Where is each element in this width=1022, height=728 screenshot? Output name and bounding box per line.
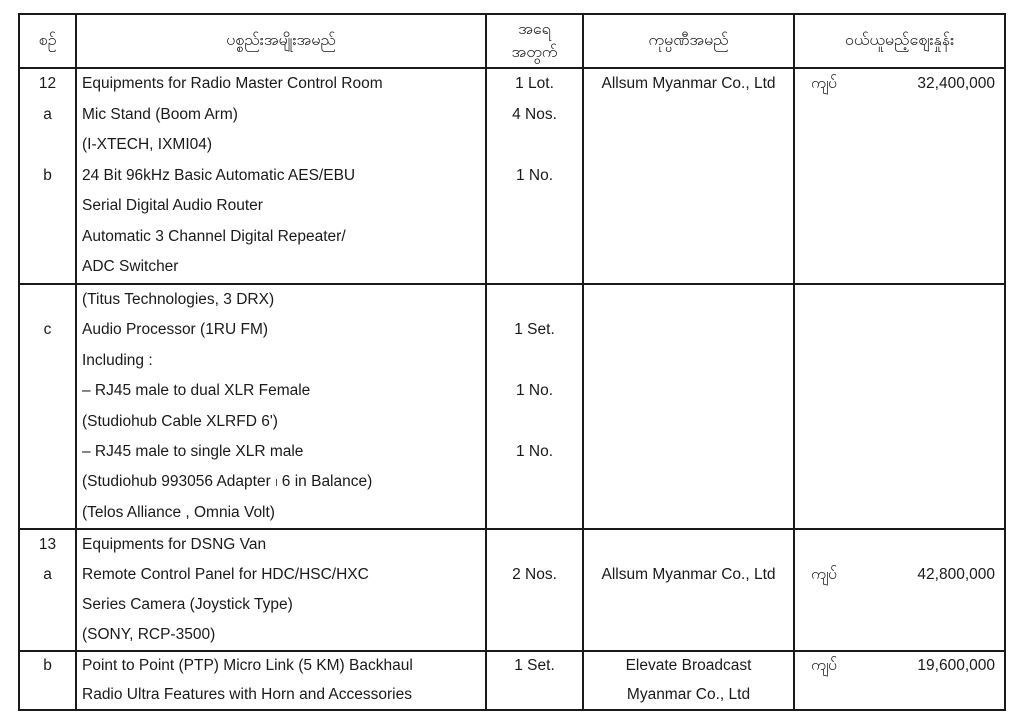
company-name-line xyxy=(584,100,793,131)
row-index-label: a xyxy=(43,566,52,583)
item-text-line: 24 Bit 96kHz Basic Automatic AES/EBU xyxy=(82,166,356,184)
quantity-label xyxy=(487,407,582,437)
company-cell xyxy=(584,285,795,528)
item-text-line: (Studiohub Cable XLRFD 6') xyxy=(82,412,278,430)
row-index-label: b xyxy=(43,166,52,184)
company-name-line xyxy=(584,467,793,497)
no-cell xyxy=(20,530,77,650)
qty-cell xyxy=(487,652,584,709)
price-amount: 32,400,000 xyxy=(917,75,995,93)
header-price-label: ဝယ်ယူမည့်ဈေးနှုန်း xyxy=(844,32,955,49)
price-amount: 19,600,000 xyxy=(917,657,995,675)
item-text-line: Serial Digital Audio Router xyxy=(82,197,263,215)
procurement-table xyxy=(18,13,1006,711)
item-text-line: (Titus Technologies, 3 DRX) xyxy=(82,291,275,308)
item-text-line: Remote Control Panel for HDC/HSC/HXC xyxy=(82,566,369,583)
item-text-line: (SONY, RCP-3500) xyxy=(82,626,216,643)
quantity-label: 1 Set. xyxy=(514,657,555,674)
item-text-line: (Telos Alliance , Omnia Volt) xyxy=(82,503,275,521)
company-name-line: Allsum Myanmar Co., Ltd xyxy=(601,566,776,583)
company-name-line xyxy=(584,222,793,253)
item-text-line: – RJ45 male to single XLR male xyxy=(82,442,304,460)
header-no-label: စဉ် xyxy=(38,32,57,49)
row-index-label: b xyxy=(43,657,52,674)
currency-label: ကျပ် xyxy=(811,565,837,583)
no-cell xyxy=(20,652,77,709)
company-name-line xyxy=(584,590,793,620)
table-row xyxy=(20,285,1004,530)
row-index-label xyxy=(20,222,75,253)
item-cell xyxy=(77,652,487,709)
header-company-label: ကုမ္ပဏီအမည် xyxy=(648,32,729,49)
header-price-cell xyxy=(795,15,1004,67)
row-index-label: 12 xyxy=(38,75,57,92)
qty-cell xyxy=(487,69,584,283)
price-cell xyxy=(795,652,1004,709)
quantity-label xyxy=(487,252,582,283)
header-qty-label-line1: အရေ xyxy=(518,21,551,38)
company-name-line xyxy=(584,620,793,650)
item-text-line: ADC Switcher xyxy=(82,258,179,276)
table-header-row xyxy=(20,15,1004,69)
qty-cell xyxy=(487,530,584,650)
row-index-label xyxy=(20,285,75,315)
company-name-line xyxy=(584,407,793,437)
row-index-label xyxy=(20,620,75,650)
currency-label: ကျပ် xyxy=(811,656,837,674)
table-body xyxy=(20,69,1004,709)
item-cell xyxy=(77,285,487,528)
quantity-label xyxy=(487,346,582,376)
quantity-label: 1 No. xyxy=(515,382,554,400)
company-name-line xyxy=(584,376,793,406)
qty-cell xyxy=(487,285,584,528)
quantity-label xyxy=(487,222,582,253)
company-name-line xyxy=(584,252,793,283)
row-index-label: 13 xyxy=(38,536,57,553)
company-cell xyxy=(584,652,795,709)
quantity-label: 1 No. xyxy=(515,166,554,184)
item-text-line: Radio Ultra Features with Horn and Accessories xyxy=(82,685,412,703)
item-text-line: – RJ45 male to dual XLR Female xyxy=(82,382,311,400)
item-text-line: Including : xyxy=(82,351,153,369)
no-cell xyxy=(20,69,77,283)
quantity-label xyxy=(487,620,582,650)
company-name-line xyxy=(584,498,793,528)
quantity-label: 1 Lot. xyxy=(515,75,554,92)
quantity-label xyxy=(487,130,582,161)
quantity-label xyxy=(487,681,582,710)
row-index-label xyxy=(20,407,75,437)
row-index-label xyxy=(20,467,75,497)
row-index-label xyxy=(20,498,75,528)
row-index-label xyxy=(20,346,75,376)
price-line xyxy=(795,652,1004,681)
header-no-cell xyxy=(20,15,77,67)
company-name-line: Allsum Myanmar Co., Ltd xyxy=(601,75,776,92)
company-name-line xyxy=(584,161,793,192)
item-cell xyxy=(77,530,487,650)
currency-label: ကျပ် xyxy=(811,74,837,92)
row-index-label xyxy=(20,252,75,283)
price-cell xyxy=(795,69,1004,283)
quantity-label: 4 Nos. xyxy=(512,105,557,123)
row-index-label: a xyxy=(43,105,52,123)
item-text-line: Automatic 3 Channel Digital Repeater/ xyxy=(82,227,346,245)
row-index-label xyxy=(20,681,75,710)
header-item-cell xyxy=(77,15,487,67)
price-amount: 42,800,000 xyxy=(917,566,995,583)
no-cell xyxy=(20,285,77,528)
company-name-line: Myanmar Co., Ltd xyxy=(626,685,751,703)
quantity-label xyxy=(487,530,582,560)
price-line xyxy=(795,560,1004,590)
header-item-label: ပစ္စည်းအမျိုးအမည် xyxy=(226,32,336,49)
quantity-label xyxy=(487,498,582,528)
row-index-label xyxy=(20,130,75,161)
header-qty-label-line2: အတွက် xyxy=(511,44,558,61)
price-cell xyxy=(795,285,1004,528)
quantity-label: 1 No. xyxy=(515,442,554,460)
row-index-label xyxy=(20,191,75,222)
quantity-label xyxy=(487,285,582,315)
row-index-label: c xyxy=(43,321,52,339)
table-row xyxy=(20,69,1004,285)
table-row xyxy=(20,530,1004,652)
company-name-line xyxy=(584,437,793,467)
quantity-label xyxy=(487,191,582,222)
company-cell xyxy=(584,530,795,650)
quantity-label xyxy=(487,467,582,497)
item-text-line: Mic Stand (Boom Arm) xyxy=(82,105,238,123)
table-row xyxy=(20,652,1004,709)
company-name-line xyxy=(584,346,793,376)
header-qty-stack xyxy=(512,18,558,64)
quantity-label: 2 Nos. xyxy=(512,566,557,583)
header-qty-cell xyxy=(487,15,584,67)
item-text-line: (Studiohub 993056 Adapter ၊ 6 in Balance) xyxy=(82,473,373,491)
company-name-line xyxy=(584,130,793,161)
item-text-line: Equipments for Radio Master Control Room xyxy=(82,75,383,92)
row-index-label xyxy=(20,590,75,620)
price-cell xyxy=(795,530,1004,650)
quantity-label xyxy=(487,590,582,620)
company-name-line xyxy=(584,530,793,560)
quantity-label: 1 Set. xyxy=(514,321,555,339)
item-text-line: Audio Processor (1RU FM) xyxy=(82,321,269,339)
company-name-line xyxy=(584,285,793,315)
item-cell xyxy=(77,69,487,283)
item-text-line: Equipments for DSNG Van xyxy=(82,536,267,553)
company-cell xyxy=(584,69,795,283)
company-name-line: Elevate Broadcast xyxy=(625,657,752,674)
price-line xyxy=(795,69,1004,100)
company-name-line xyxy=(584,315,793,345)
row-index-label xyxy=(20,376,75,406)
header-company-cell xyxy=(584,15,795,67)
item-text-line: Point to Point (PTP) Micro Link (5 KM) Backhaul xyxy=(82,657,413,674)
row-index-label xyxy=(20,437,75,467)
item-text-line: Series Camera (Joystick Type) xyxy=(82,596,293,613)
company-name-line xyxy=(584,191,793,222)
item-text-line: (I-XTECH, IXMI04) xyxy=(82,136,213,154)
